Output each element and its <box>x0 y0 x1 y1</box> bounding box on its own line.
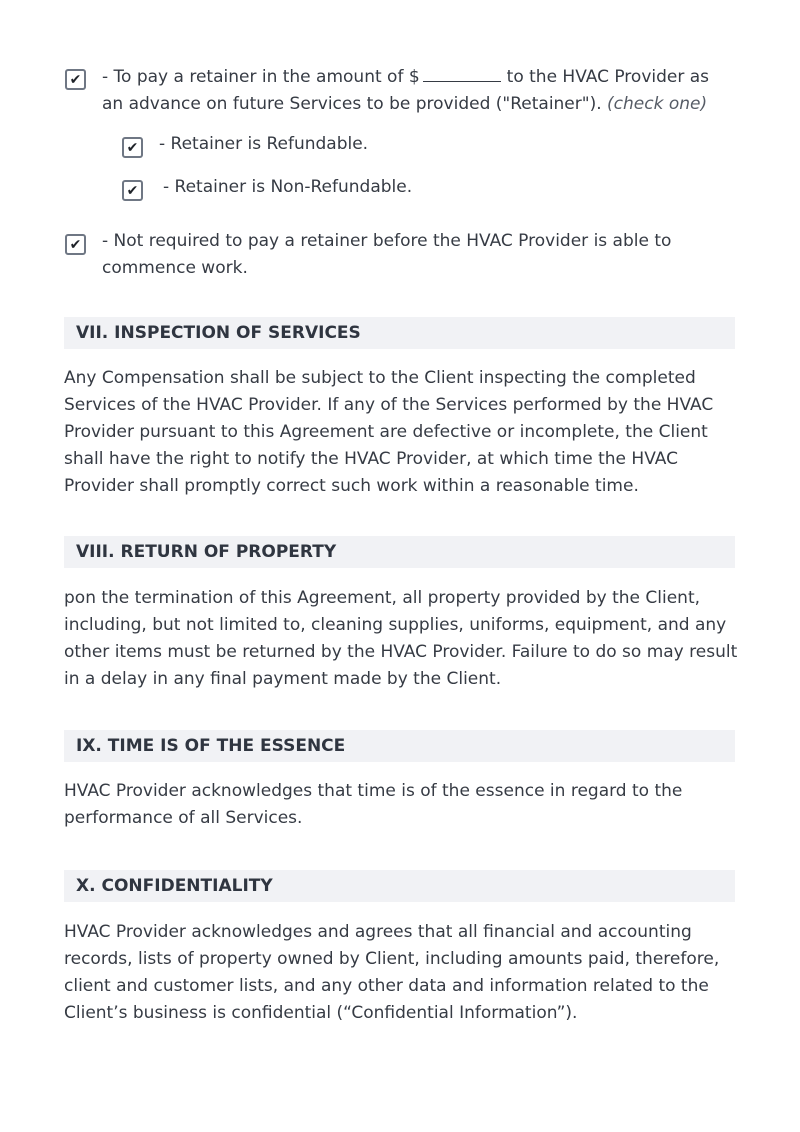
pay-retainer-checkbox[interactable] <box>65 69 86 90</box>
section-body-confidentiality <box>64 919 740 1027</box>
pay-retainer-text-after: to the HVAC Provider as <box>506 67 710 87</box>
section-body-inspection <box>64 365 740 500</box>
paragraph-line: other items must be returned by the HVAC Provider. Failure to do so may result <box>64 642 738 662</box>
checkmark-icon: ✔ <box>126 182 139 199</box>
checkmark-icon: ✔ <box>69 236 82 253</box>
pay-retainer-text-before: - To pay a retainer in the amount of $ <box>102 67 420 87</box>
paragraph-line: Provider pursuant to this Agreement are defective or incomplete, the Client <box>64 422 708 442</box>
paragraph-line: Provider shall promptly correct such work within a reasonable time. <box>64 476 639 496</box>
pay-retainer-line1 <box>102 64 742 91</box>
not-required-line1: - Not required to pay a retainer before the HVAC Provider is able to <box>102 231 672 251</box>
non-refundable-checkbox[interactable] <box>122 180 143 201</box>
paragraph-line: HVAC Provider acknowledges that time is of the essence in regard to the <box>64 781 683 801</box>
refundable-label: - Retainer is Refundable. <box>159 134 369 154</box>
paragraph-line: including, but not limited to, cleaning supplies, uniforms, equipment, and any <box>64 615 727 635</box>
paragraph-line: HVAC Provider acknowledges and agrees that all financial and accounting <box>64 922 692 942</box>
pay-retainer-line2 <box>102 91 742 118</box>
non-refundable-label: - Retainer is Non-Refundable. <box>163 177 413 197</box>
refundable-checkbox[interactable] <box>122 137 143 158</box>
section-body-time-of-essence <box>64 778 740 832</box>
paragraph-line: Services of the HVAC Provider. If any of the Services performed by the HVAC <box>64 395 714 415</box>
paragraph-line: records, lists of property owned by Client, including amounts paid, therefore, <box>64 949 720 969</box>
section-heading-confidentiality: X. CONFIDENTIALITY <box>64 870 735 902</box>
paragraph-line: performance of all Services. <box>64 808 303 828</box>
paragraph-line: shall have the right to notify the HVAC Provider, at which time the HVAC <box>64 449 678 469</box>
not-required-checkbox[interactable] <box>65 234 86 255</box>
paragraph-line: client and customer lists, and any other data and information related to the <box>64 976 709 996</box>
pay-retainer-description: an advance on future Services to be provided ("Retainer"). <box>102 94 602 114</box>
section-heading-return-of-property: VIII. RETURN OF PROPERTY <box>64 536 735 568</box>
check-one-note: (check one) <box>607 94 708 114</box>
paragraph-line: Client’s business is confidential (“Confidential Information”). <box>64 1003 578 1023</box>
paragraph-line: Any Compensation shall be subject to the Client inspecting the completed <box>64 368 696 388</box>
checkmark-icon: ✔ <box>69 71 82 88</box>
paragraph-line: pon the termination of this Agreement, all property provided by the Client, <box>64 588 701 608</box>
section-heading-inspection: VII. INSPECTION OF SERVICES <box>64 317 735 349</box>
retainer-amount-blank[interactable] <box>423 66 501 82</box>
not-required-line2: commence work. <box>102 258 248 278</box>
section-heading-time-of-essence: IX. TIME IS OF THE ESSENCE <box>64 730 735 762</box>
paragraph-line: in a delay in any final payment made by the Client. <box>64 669 502 689</box>
checkmark-icon: ✔ <box>126 139 139 156</box>
section-body-return-of-property <box>64 585 740 693</box>
